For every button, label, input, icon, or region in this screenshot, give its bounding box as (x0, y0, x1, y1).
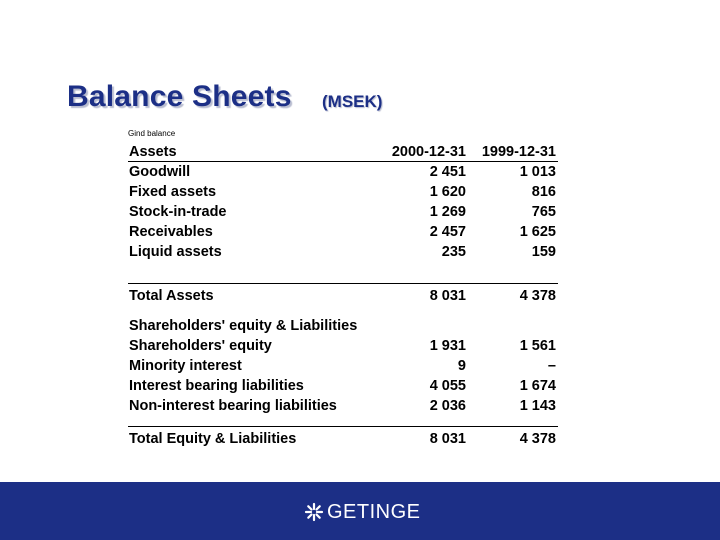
table-row (128, 336, 558, 356)
value-1999: 1 013 (519, 164, 556, 180)
getinge-star-icon (304, 502, 324, 522)
value-1999: 1 625 (519, 224, 556, 240)
table-row (128, 356, 558, 376)
slide-title: Balance Sheets (67, 80, 292, 113)
row-label: Minority interest (129, 358, 242, 374)
row-label: Fixed assets (129, 184, 217, 200)
value-1999: 1 561 (519, 338, 556, 354)
value-1999: 4 378 (519, 431, 556, 447)
table-row (128, 182, 558, 202)
divider (128, 416, 558, 427)
value-2000: 8 031 (429, 288, 466, 304)
table-row (128, 242, 558, 262)
value-1999: 765 (531, 204, 556, 220)
value-2000: 2 451 (429, 164, 466, 180)
value-1999: 1 674 (519, 378, 556, 394)
row-label: Shareholders' equity (129, 338, 272, 354)
value-1999: 816 (531, 184, 556, 200)
row-label: Stock-in-trade (129, 204, 227, 220)
value-2000: 1 931 (429, 338, 466, 354)
value-2000: 2 457 (429, 224, 466, 240)
balance-sheet-table (128, 142, 558, 449)
value-1999: 159 (531, 244, 556, 260)
total-equity-row (128, 427, 558, 449)
table-caption: Gind balance (128, 129, 176, 138)
row-label: Goodwill (129, 164, 191, 180)
assets-header-label: Assets (129, 144, 177, 160)
getinge-logo (304, 500, 421, 524)
row-label: Receivables (129, 224, 213, 240)
value-2000: 9 (457, 358, 466, 374)
divider (128, 262, 558, 284)
equity-header-row (128, 316, 558, 336)
table-row (128, 162, 558, 182)
row-label: Total Equity & Liabilities (129, 431, 297, 447)
value-1999: 4 378 (519, 288, 556, 304)
value-2000: 235 (441, 244, 466, 260)
table-row (128, 202, 558, 222)
value-1999: – (547, 358, 556, 374)
equity-header-label: Shareholders' equity & Liabilities (129, 318, 358, 334)
row-label: Liquid assets (129, 244, 222, 260)
column-header-1999: 1999-12-31 (481, 144, 556, 160)
value-2000: 4 055 (429, 378, 466, 394)
table-row (128, 376, 558, 396)
value-2000: 2 036 (429, 398, 466, 414)
value-1999: 1 143 (519, 398, 556, 414)
row-label: Non-interest bearing liabilities (129, 398, 337, 414)
value-2000: 1 620 (429, 184, 466, 200)
row-label: Interest bearing liabilities (129, 378, 304, 394)
logo-text: GETINGE (327, 500, 421, 523)
total-assets-row (128, 284, 558, 306)
slide-subtitle: (MSEK) (322, 92, 383, 111)
value-2000: 8 031 (429, 431, 466, 447)
table-row (128, 222, 558, 242)
assets-header-row (128, 142, 558, 162)
column-header-2000: 2000-12-31 (391, 144, 466, 160)
value-2000: 1 269 (429, 204, 466, 220)
row-label: Total Assets (129, 288, 214, 304)
table-row (128, 396, 558, 416)
